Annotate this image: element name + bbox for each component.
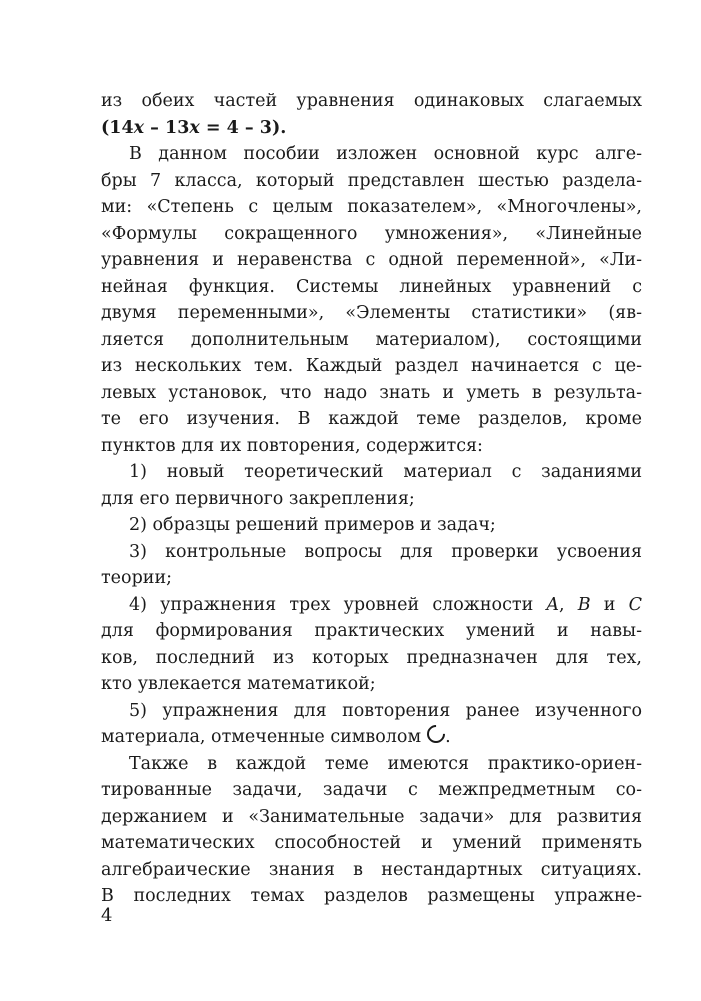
list-item-2: 2) образцы решений примеров и задач; xyxy=(129,515,496,535)
text-line: для его первичного закрепления; xyxy=(101,488,415,509)
text-line: ляется дополнительным материалом), состоящими xyxy=(101,329,642,350)
text-line: для формирования практических умений и навы- xyxy=(101,621,642,641)
list-item-3: 3) контрольные вопросы для проверки усвоения xyxy=(129,541,642,562)
text-line: алгебраические знания в нестандартных ситуациях. xyxy=(101,859,642,880)
list-item-4: 4) упражнения трех уровней сложности A, B и C xyxy=(129,594,642,615)
text-line: тированные задачи, задачи с межпредметным со- xyxy=(101,780,642,800)
text-line: материала, отмеченные символом . xyxy=(101,724,642,751)
text-line: «Формулы сокращенного умножения», «Линейные xyxy=(101,223,642,244)
text-line: те его изучения. В каждой теме разделов, кроме xyxy=(101,409,642,429)
text-line: теории; xyxy=(101,568,172,588)
text-line: бры 7 класса, который представлен шестью раздела- xyxy=(101,170,642,191)
paragraph-start: Также в каждой теме имеются практико-ориен- xyxy=(129,753,642,774)
equation-line: (14x – 13x = 4 – 3). xyxy=(101,117,287,138)
body-text xyxy=(101,88,642,910)
text-line: держанием и «Занимательные задачи» для развития xyxy=(101,806,642,827)
text-line: ков, последний из которых предназначен для тех, xyxy=(101,647,642,668)
text-line: левых установок, что надо знать и уметь в результа- xyxy=(101,382,642,403)
text-line: пунктов для их повторения, содержится: xyxy=(101,435,483,456)
list-item-1: 1) новый теоретический материал с заданиями xyxy=(129,462,642,482)
paragraph-start: В данном пособии изложен основной курс алге- xyxy=(129,144,642,164)
text-line: двумя переменными», «Элементы статистики» (яв- xyxy=(101,303,642,323)
text-line: В последних темах разделов размещены упражне- xyxy=(101,886,642,906)
text-line: математических способностей и умений применять xyxy=(101,833,642,853)
text-line: ми: «Степень с целым показателем», «Многочлены», xyxy=(101,197,642,217)
text-line: нейная функция. Системы линейных уравнений с xyxy=(101,276,642,297)
text-line: из нескольких тем. Каждый раздел начинается с це- xyxy=(101,356,642,376)
list-item-5: 5) упражнения для повторения ранее изученного xyxy=(129,700,642,721)
text-line: уравнения и неравенства с одной переменной», «Ли- xyxy=(101,250,642,270)
page-number: 4 xyxy=(101,905,113,926)
text-line: из обеих частей уравнения одинаковых слагаемых xyxy=(101,91,642,111)
text-line: кто увлекается математикой; xyxy=(101,674,376,694)
